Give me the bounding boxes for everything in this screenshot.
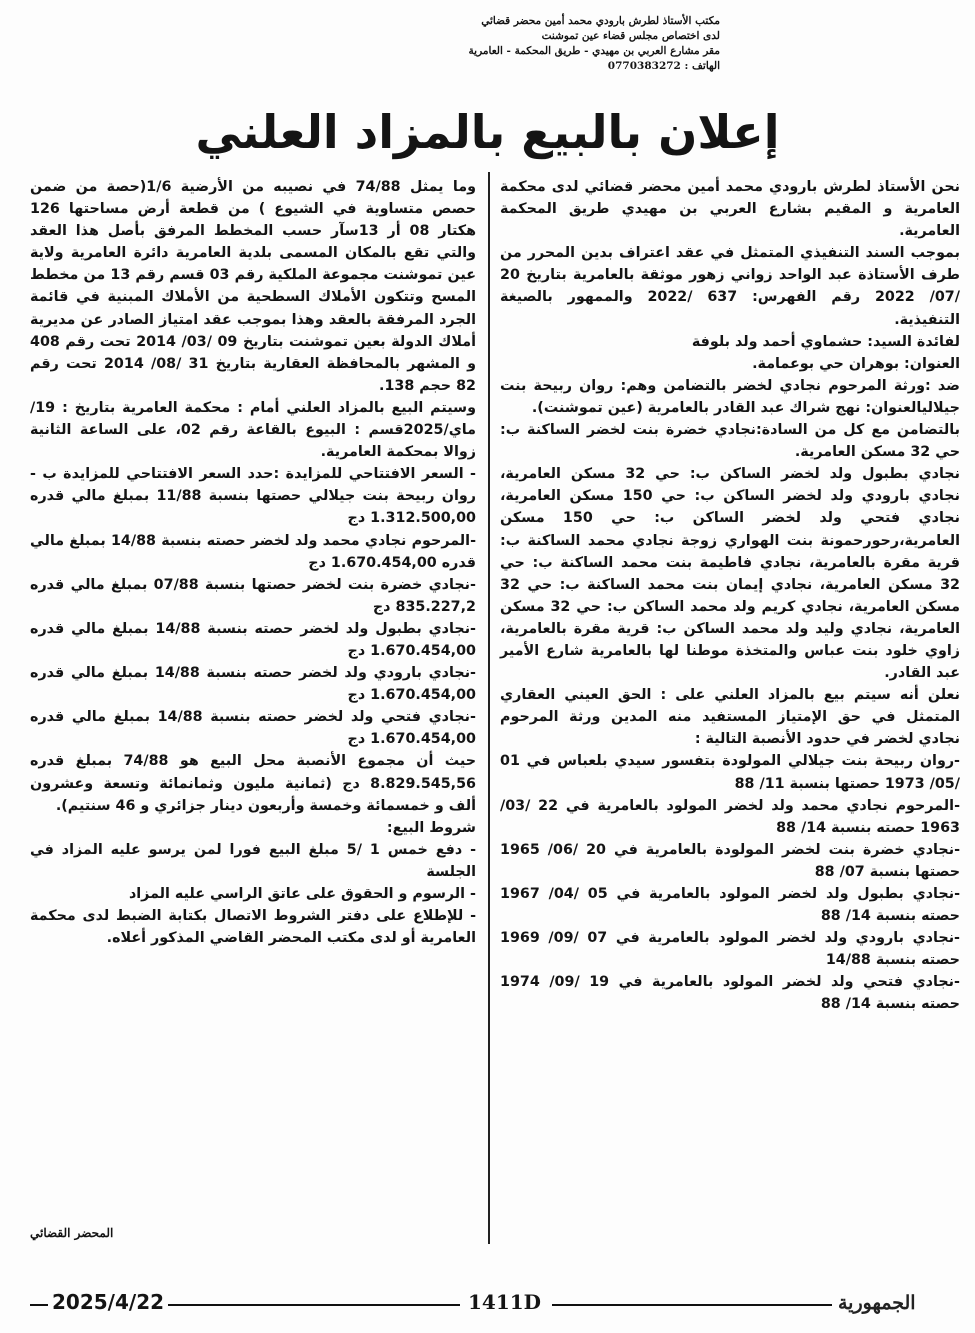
condition-item: - الرسوم و الحقوق على عاتق الراسي عليه المزاد xyxy=(128,886,476,902)
paragraph: بموجب السند التنفيذي المتمثل في عقد اعتراف بدين المحرر من طرف الأستاذة عبد الواحد زواني زهور موثقة بالعامرية بتاريخ 20 /07/ 2022 رقم الفهرس: 637 /2022 والممهور بالصيغة التنفيذية. xyxy=(500,245,960,328)
price-item: -نجادي بطبول ولد لخضر حصته بنسبة 14/88 بمبلغ مالي قدره 1.670.454,00 دج xyxy=(30,620,476,659)
share-item: -نجادي بارودي ولد لخضر المولود بالعامرية في 07 /09/ 1969 حصته بنسبة 14/88 xyxy=(500,930,960,969)
paragraph: لفائدة السيد: حشماوي أحمد ولد بلوفة xyxy=(691,333,960,350)
share-item: -المرحوم نجادي محمد ولد لخضر المولود بالعامرية في 22 /03/ 1963 حصته بنسبة 14/ 88 xyxy=(500,797,961,836)
paragraph: نعلن أنه سيتم بيع بالمزاد العلني على : الحق العيني العقاري المتمثل في حق الإمتياز المستفيد منه المدين ورثة المرحوم نجادي لخضر في حدود الأنصبة التالية : xyxy=(500,687,960,748)
footer-rule xyxy=(168,1304,460,1306)
footer-code: 1411D xyxy=(468,1290,542,1314)
footer-rule xyxy=(30,1304,48,1306)
header-line-1: مكتب الأستاذ لطرش بارودي محمد أمين محضر قضائي xyxy=(481,15,720,27)
share-item: -روان ربيحة بنت جيلالي المولودة بتفسور سيدي بلعباس في 01 /05/ 1973 حصتها بنسبة 11/ 88 xyxy=(500,753,960,792)
right-column xyxy=(500,176,960,1016)
signature: المحضر القضائي xyxy=(30,1226,114,1240)
share-item: -نجادي خضرة بنت لخضر المولودة بالعامرية في 20 /06/ 1965 حصتها بنسبة 07/ 88 xyxy=(500,841,961,880)
condition-item: - للإطلاع على دفتر الشروط الاتصال بكتابة الضبط لدى محكمة العامرية أو لدى مكتب المحضر القاضي المذكور أعلاه. xyxy=(30,908,476,947)
footer-date: 2025/4/22 xyxy=(52,1290,165,1314)
price-item: - السعر الافتتاحي للمزايدة :حدد السعر الافتتاحي للمزايدة ب - روان ربيحة بنت جيلالي حصتها بنسبة 11/88 بمبلغ مالي قدره 1.312.500,00 دج xyxy=(30,466,476,527)
condition-item: - دفع خمس 1 /5 مبلغ البيع فورا لمن يرسو عليه المزاد في الجلسة xyxy=(30,841,476,880)
share-item: -نجادي بطبول ولد لخضر المولود بالعامرية في 05 /04/ 1967 حصته بنسبة 14/ 88 xyxy=(500,886,961,925)
paragraph: بالتضامن مع كل من السادة:نجادي خضرة بنت لخضر الساكنة ب: حي 32 مسكن العامرية. xyxy=(500,422,960,461)
paragraph: حيث أن مجموع الأنصبة محل البيع هو 74/88 بمبلغ قدره 8.829.545,56 دج (ثمانية مليون وثمانمائة وتسعة وعشرون ألف و خمسمائة وخمسة وأربعون دينار جزائري و 46 سنتيم). xyxy=(30,753,476,814)
bailiff-office-header xyxy=(280,14,720,74)
share-item: -نجادي فتحي ولد لخضر المولود بالعامرية في 19 /09/ 1974 حصته بنسبة 14/ 88 xyxy=(500,974,960,1013)
header-phone: الهاتف : 0770383272 xyxy=(607,60,720,72)
newspaper-logo: الجمهورية xyxy=(838,1292,916,1314)
price-item: -نجادي خضرة بنت لخضر حصتها بنسبة 07/88 بمبلغ مالي قدره 835.227,2 دج xyxy=(30,576,476,615)
page-footer xyxy=(0,1290,975,1320)
price-item: -نجادي فتحي ولد لخضر حصته بنسبة 14/88 بمبلغ مالي قدره 1.670.454,00 دج xyxy=(30,709,476,748)
footer-rule xyxy=(552,1304,832,1306)
price-item: -نجادي بارودي ولد لخضر حصته بنسبة 14/88 بمبلغ مالي قدره 1.670.454,00 دج xyxy=(30,665,476,704)
price-item: -المرحوم نجادي محمد ولد لخضر حصته بنسبة 14/88 بمبلغ مالي قدره 1.670.454,00 دج xyxy=(30,532,476,571)
left-column xyxy=(30,176,476,949)
paragraph: العنوان: بوهران حي بوعمامة. xyxy=(752,355,960,372)
column-divider xyxy=(488,172,490,1244)
paragraph: ضد :ورثة المرحوم نجادي لخضر بالتضامن وهم: روان ربيحة بنت جيلاليالعنوان: نهج شراك عبد القادر بالعامرية (عين تموشنت). xyxy=(500,377,960,416)
announcement-title: إعلان بالبيع بالمزاد العلني xyxy=(195,105,780,159)
header-line-2: لدى اختصاص مجلس قضاء عين تموشنت xyxy=(541,30,720,42)
paragraph: نجادي بطبول ولد لخضر الساكن ب: حي 32 مسكن العامرية، نجادي بارودي ولد لخضر الساكن ب: حي 150 مسكن العامرية، نجادي فتحي ولد لخضر الساكن ب: حي 150 مسكن العامرية،رحورحمونة بنت الهواري زوجة نجادي محمد الساكنة ب: قرية مقرة بالعامرية، نجادي فاطيمة بنت محمد الساكنة ب: حي 32 مسكن العامرية، نجادي إيمان بنت محمد الساكنة ب: حي 32 مسكن العامرية، نجادي كريم ولد محمد الساكن ب: حي 32 مسكن العامرية، نجادي وليد ولد محمد الساكن ب: قرية مقرة بالعامرية، زاوي خلود بنت عباس والمتخذة موطنا لها بالعامرية شارع الأمير عبد القادر. xyxy=(500,466,960,682)
paragraph: وسيتم البيع بالمزاد العلني أمام : محكمة العامرية بتاريخ : 19/ماي/2025قسم : البيوع بالقاعة رقم 02، على الساعة الثانية زوالا بمحكمة العامرية. xyxy=(30,399,477,461)
paragraph: وما يمثل 74/88 في نصيبه من الأرضية 1/6(حصة من ضمن حصص متساوية في الشيوع ) من قطعة أرض مساحتها 126 هكتار 08 أر 13سآر حسب المخطط المرفق بأصل هذا العقد والتي تقع بالمكان المسمى بلدية العامرية دائرة العامرية ولاية عين تموشنت مجموعة الملكية رقم 03 قسم رقم 13 من مخطط المسح وتتكون الأملاك السطحية من الأملاك المبنية في قائمة الجرد المرفقة بالعقد وهذا بموجب عقد امتياز الصادر عن مديرية أملاك الدولة بعين تموشنت بتاريخ 09 /03/ 2014 تحت رقم 408 و المشهر بالمحافظة العقارية بتاريخ 31 /08/ 2014 تحت رقم 82 حجم 138. xyxy=(30,179,477,394)
header-line-3: مقر مشارع العربي بن مهيدي - طريق المحكمة - العامرية xyxy=(468,45,720,57)
paragraph: نحن الأستاذ لطرش بارودي محمد أمين محضر قضائي لدى محكمة العامرية و المقيم بشارع العربي بن مهيدي طريق المحكمة العامرية. xyxy=(500,179,960,240)
conditions-heading: شروط البيع: xyxy=(386,819,476,836)
